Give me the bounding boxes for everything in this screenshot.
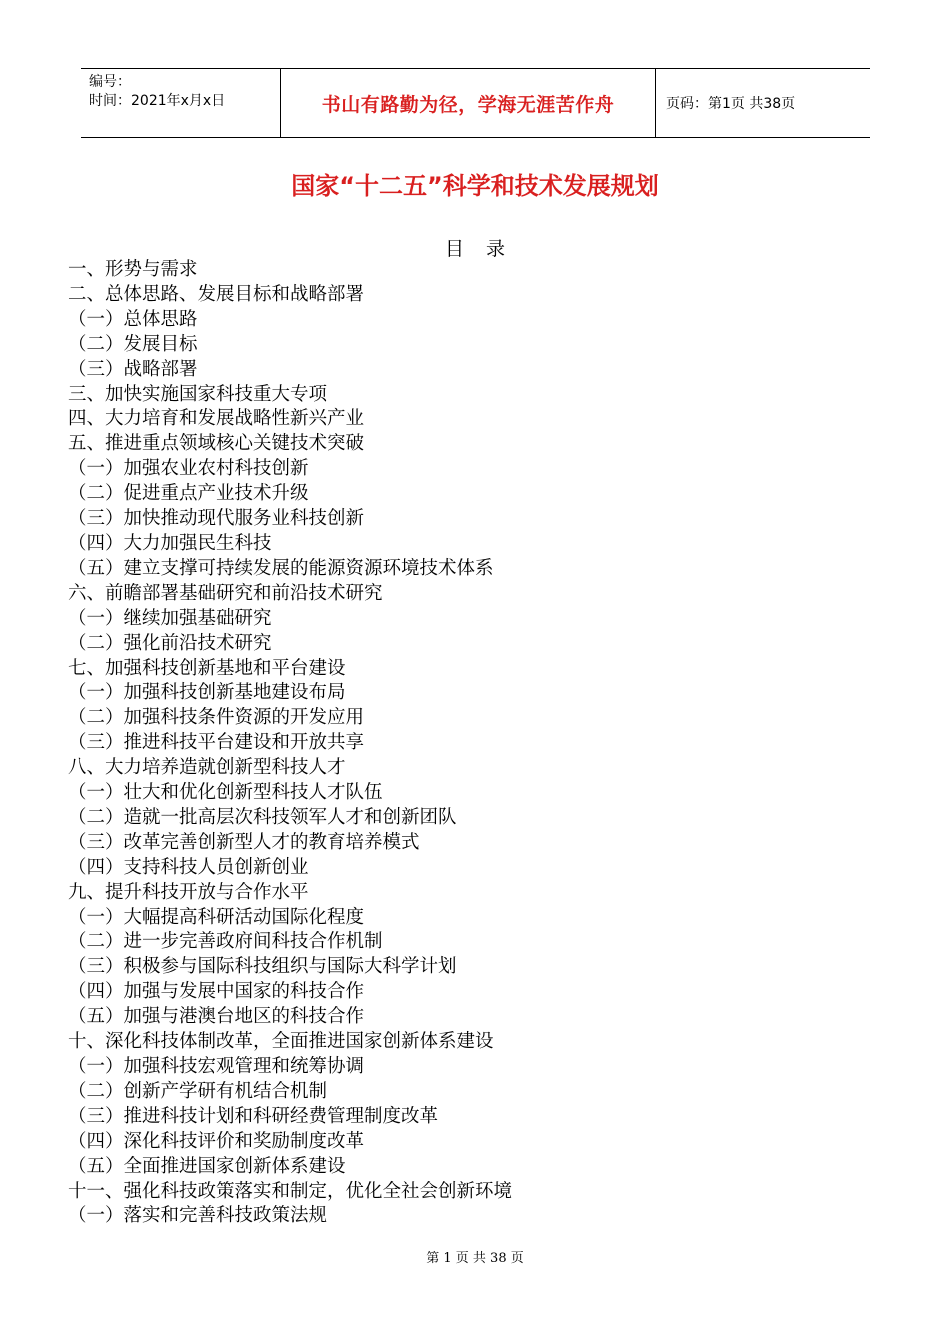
header-motto: 书山有路勤为径，学海无涯苦作舟 bbox=[281, 69, 656, 137]
toc-item: 十、深化科技体制改革，全面推进国家创新体系建设 bbox=[68, 1031, 494, 1053]
toc-item: （三）战略部署 bbox=[68, 358, 198, 380]
table-of-contents bbox=[68, 258, 512, 1229]
toc-item: 二、总体思路、发展目标和战略部署 bbox=[68, 283, 365, 305]
toc-item: 一、形势与需求 bbox=[68, 259, 198, 280]
toc-item: 五、推进重点领域核心关键技术突破 bbox=[68, 433, 365, 455]
toc-item: 七、加强科技创新基地和平台建设 bbox=[68, 657, 346, 679]
toc-item: 八、大力培养造就创新型科技人才 bbox=[68, 757, 346, 779]
header-page-info: 页码：第1页 共38页 bbox=[666, 96, 796, 112]
toc-item: （四）深化科技评价和奖励制度改革 bbox=[68, 1130, 365, 1152]
toc-item: （三）积极参与国际科技组织与国际大科学计划 bbox=[68, 956, 457, 978]
toc-item: 三、加快实施国家科技重大专项 bbox=[68, 383, 328, 405]
toc-item: （二）进一步完善政府间科技合作机制 bbox=[68, 931, 383, 953]
toc-item: （三）加快推动现代服务业科技创新 bbox=[68, 508, 365, 530]
toc-item: （四）支持科技人员创新创业 bbox=[68, 856, 309, 878]
toc-item: 六、前瞻部署基础研究和前沿技术研究 bbox=[68, 582, 383, 604]
toc-item: 九、提升科技开放与合作水平 bbox=[68, 881, 309, 903]
header-meta-cell bbox=[81, 69, 281, 137]
document-header bbox=[81, 68, 870, 138]
toc-item: （一）加强科技宏观管理和统筹协调 bbox=[68, 1056, 365, 1077]
toc-item: （四）加强与发展中国家的科技合作 bbox=[68, 981, 365, 1003]
time-label: 时间：2021年x月x日 bbox=[89, 93, 226, 109]
toc-item: （二）促进重点产业技术升级 bbox=[68, 483, 309, 505]
toc-item: （二）加强科技条件资源的开发应用 bbox=[68, 707, 365, 729]
toc-item: （一）大幅提高科研活动国际化程度 bbox=[68, 906, 365, 928]
toc-item: （二）造就一批高层次科技领军人才和创新团队 bbox=[68, 806, 457, 828]
toc-item: （三）推进科技平台建设和开放共享 bbox=[68, 732, 365, 754]
toc-item: （三）改革完善创新型人才的教育培养模式 bbox=[68, 831, 420, 853]
toc-item: （五）全面推进国家创新体系建设 bbox=[68, 1155, 346, 1177]
toc-item: （一）加强科技创新基地建设布局 bbox=[68, 682, 346, 704]
toc-item: （二）创新产学研有机结合机制 bbox=[68, 1080, 328, 1102]
toc-item: （一）总体思路 bbox=[68, 308, 198, 330]
toc-item: （一）落实和完善科技政策法规 bbox=[68, 1205, 328, 1227]
toc-heading: 目录 bbox=[444, 238, 527, 260]
toc-item: （五）建立支撑可持续发展的能源资源环境技术体系 bbox=[68, 557, 494, 579]
toc-item: 十一、强化科技政策落实和制定，优化全社会创新环境 bbox=[68, 1180, 513, 1202]
toc-item: （三）推进科技计划和科研经费管理制度改革 bbox=[68, 1105, 439, 1127]
toc-item: （一）壮大和优化创新型科技人才队伍 bbox=[68, 782, 383, 804]
toc-item: （四）大力加强民生科技 bbox=[68, 532, 272, 554]
toc-item: 四、大力培育和发展战略性新兴产业 bbox=[68, 408, 365, 430]
toc-item: （二）发展目标 bbox=[68, 333, 198, 355]
toc-item: （二）强化前沿技术研究 bbox=[68, 632, 272, 654]
number-label: 编号： bbox=[89, 74, 131, 90]
toc-item: （一）继续加强基础研究 bbox=[68, 607, 272, 629]
toc-item: （一）加强农业农村科技创新 bbox=[68, 458, 309, 480]
page-footer: 第 1 页 共 38 页 bbox=[426, 1251, 524, 1266]
document-title: 国家“十二五”科学和技术发展规划 bbox=[291, 172, 659, 200]
toc-item: （五）加强与港澳台地区的科技合作 bbox=[68, 1006, 365, 1028]
